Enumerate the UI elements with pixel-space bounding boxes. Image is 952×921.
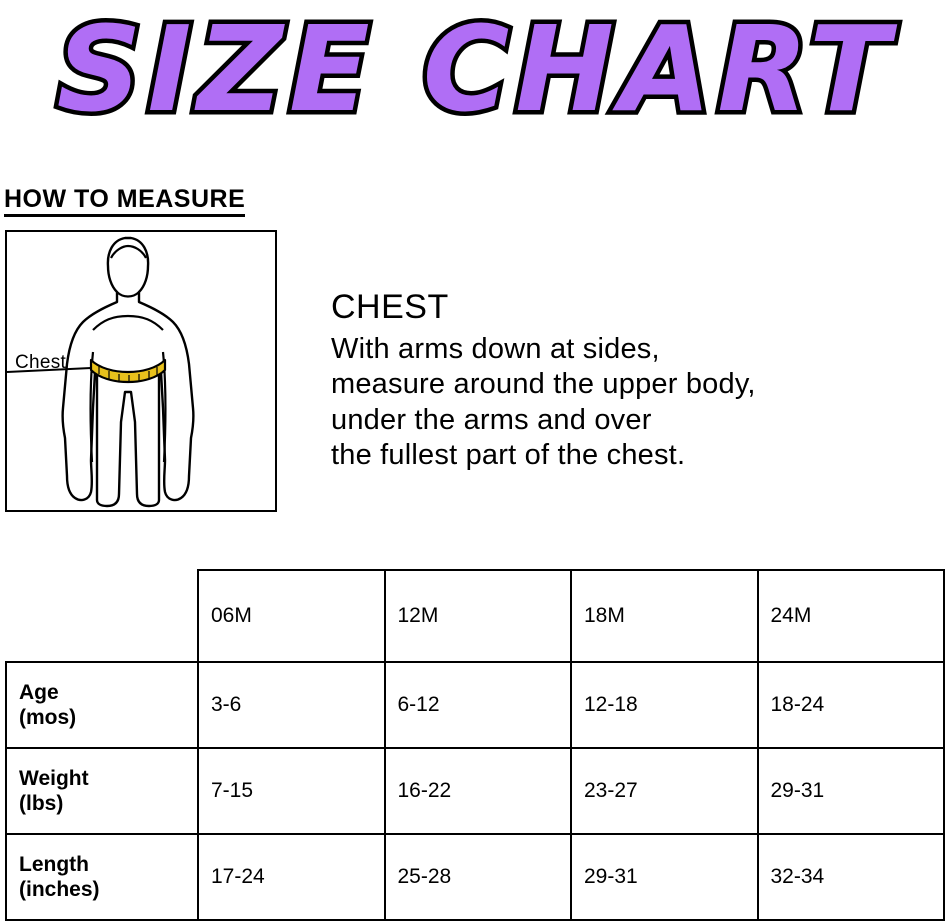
cell-age-12m: 6-12	[385, 662, 572, 748]
cell-age-24m: 18-24	[758, 662, 945, 748]
row-header-weight	[6, 748, 198, 834]
table-row	[6, 748, 944, 834]
instruction-line: under the arms and over	[331, 403, 652, 436]
cell-weight-18m: 23-27	[571, 748, 758, 834]
cell-weight-24m: 29-31	[758, 748, 945, 834]
instruction-line: With arms down at sides,	[331, 333, 660, 366]
cell-length-24m: 32-34	[758, 834, 945, 920]
cell-length-06m: 17-24	[198, 834, 385, 920]
measurement-name: CHEST	[331, 288, 449, 326]
title-text: SIZE CHART	[56, 0, 896, 138]
row-header-line1: Length	[19, 852, 89, 876]
cell-length-12m: 25-28	[385, 834, 572, 920]
column-header-06m: 06M	[198, 570, 385, 662]
table-row	[6, 662, 944, 748]
how-to-measure-heading: HOW TO MEASURE	[4, 186, 245, 217]
table-header-row	[6, 570, 944, 662]
size-chart-title	[0, 0, 952, 150]
column-header-24m: 24M	[758, 570, 945, 662]
cell-age-18m: 12-18	[571, 662, 758, 748]
cell-length-18m: 29-31	[571, 834, 758, 920]
chest-figure-label: Chest	[15, 352, 67, 373]
row-header-line2: (lbs)	[19, 792, 64, 815]
instruction-line: measure around the upper body,	[331, 368, 756, 401]
cell-weight-12m: 16-22	[385, 748, 572, 834]
size-table	[5, 569, 945, 921]
row-header-line1: Weight	[19, 766, 89, 790]
measurement-instructions	[331, 332, 941, 474]
column-header-18m: 18M	[571, 570, 758, 662]
row-header-age	[6, 662, 198, 748]
row-header-line2: (inches)	[19, 878, 100, 901]
cell-age-06m: 3-6	[198, 662, 385, 748]
row-header-length	[6, 834, 198, 920]
table-corner-cell	[6, 570, 198, 662]
instruction-line: the fullest part of the chest.	[331, 439, 686, 472]
row-header-line2: (mos)	[19, 706, 77, 729]
measurement-description	[331, 288, 941, 474]
table-row	[6, 834, 944, 920]
column-header-12m: 12M	[385, 570, 572, 662]
cell-weight-06m: 7-15	[198, 748, 385, 834]
title-artwork	[0, 0, 952, 150]
row-header-line1: Age	[19, 680, 59, 704]
